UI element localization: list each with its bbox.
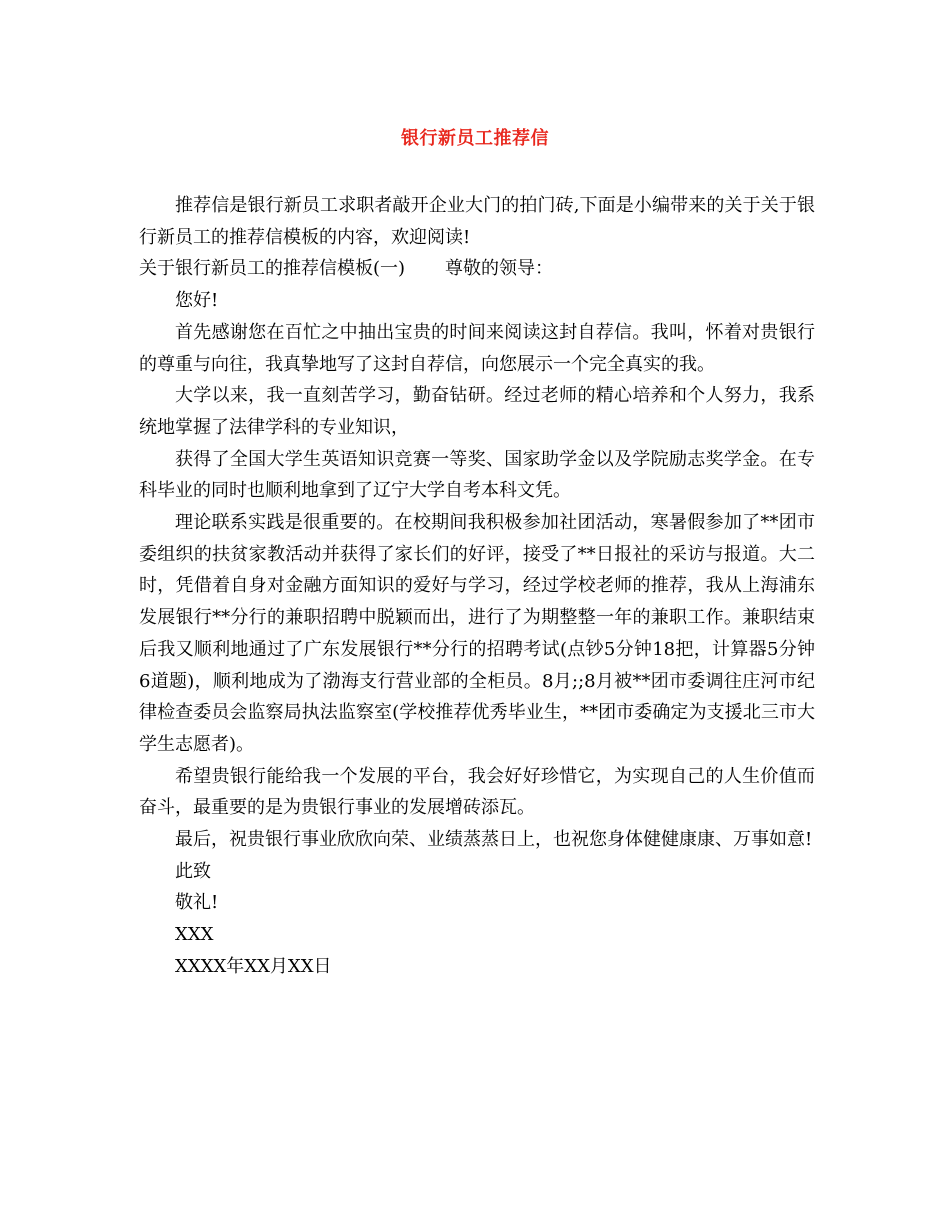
heading-line (139, 253, 815, 285)
document-title: 银行新员工推荐信 (401, 128, 549, 149)
closing-line-1: 此致 (175, 860, 211, 882)
paragraph-wishes: 最后，祝贵银行事业欣欣向荣、业绩蒸蒸日上，也祝您身体健健康康、万事如意! (175, 829, 813, 851)
greeting: 您好! (175, 290, 219, 312)
paragraph-hope: 希望贵银行能给我一个发展的平台，我会好好珍惜它，为实现自己的人生价值而奋斗，最重要的是为贵银行事业的发展增砖添瓦。 (139, 765, 815, 819)
template-heading: 关于银行新员工的推荐信模板(一) (139, 258, 406, 280)
signature: XXX (175, 924, 214, 946)
intro-paragraph: 推荐信是银行新员工求职者敲开企业大门的拍门砖,下面是小编带来的关于关于银行新员工的推荐信模板的内容，欢迎阅读! (139, 195, 815, 248)
closing-line-2: 敬礼! (175, 892, 219, 914)
letter-body (139, 190, 815, 983)
paragraph-practice: 理论联系实践是很重要的。在校期间我积极参加社团活动，寒暑假参加了**团市委组织的扶贫家教活动并获得了家长们的好评，接受了**日报社的采访与报道。大二时，凭借着自身对金融方面知识的爱好与学习，经过学校老师的推荐，我从上海浦东发展银行**分行的兼职招聘中脱颖而出，进行了为期整整一年的兼职工作。兼职结束后我又顺利地通过了广东发展银行**分行的招聘考试(点钞5分钟18把，计算器5分钟6道题)，顺利地成为了渤海支行营业部的全柜员。8月;;8月被**团市委调往庄河市纪律检查委员会监察局执法监察室(学校推荐优秀毕业生，**团市委确定为支援北三市大学生志愿者)。 (139, 512, 815, 755)
paragraph-study: 大学以来，我一直刻苦学习，勤奋钻研。经过老师的精心培养和个人努力，我系统地掌握了法律学科的专业知识， (139, 385, 815, 438)
paragraph-awards: 获得了全国大学生英语知识竞赛一等奖、国家助学金以及学院励志奖学金。在专科毕业的同时也顺利地拿到了辽宁大学自考本科文凭。 (139, 448, 815, 502)
salutation: 尊敬的领导： (445, 258, 554, 280)
paragraph-thanks: 首先感谢您在百忙之中抽出宝贵的时间来阅读这封自荐信。我叫，怀着对贵银行的尊重与向往，我真挚地写了这封自荐信，向您展示一个完全真实的我。 (139, 321, 815, 375)
date: XXXX年XX月XX日 (175, 955, 332, 977)
